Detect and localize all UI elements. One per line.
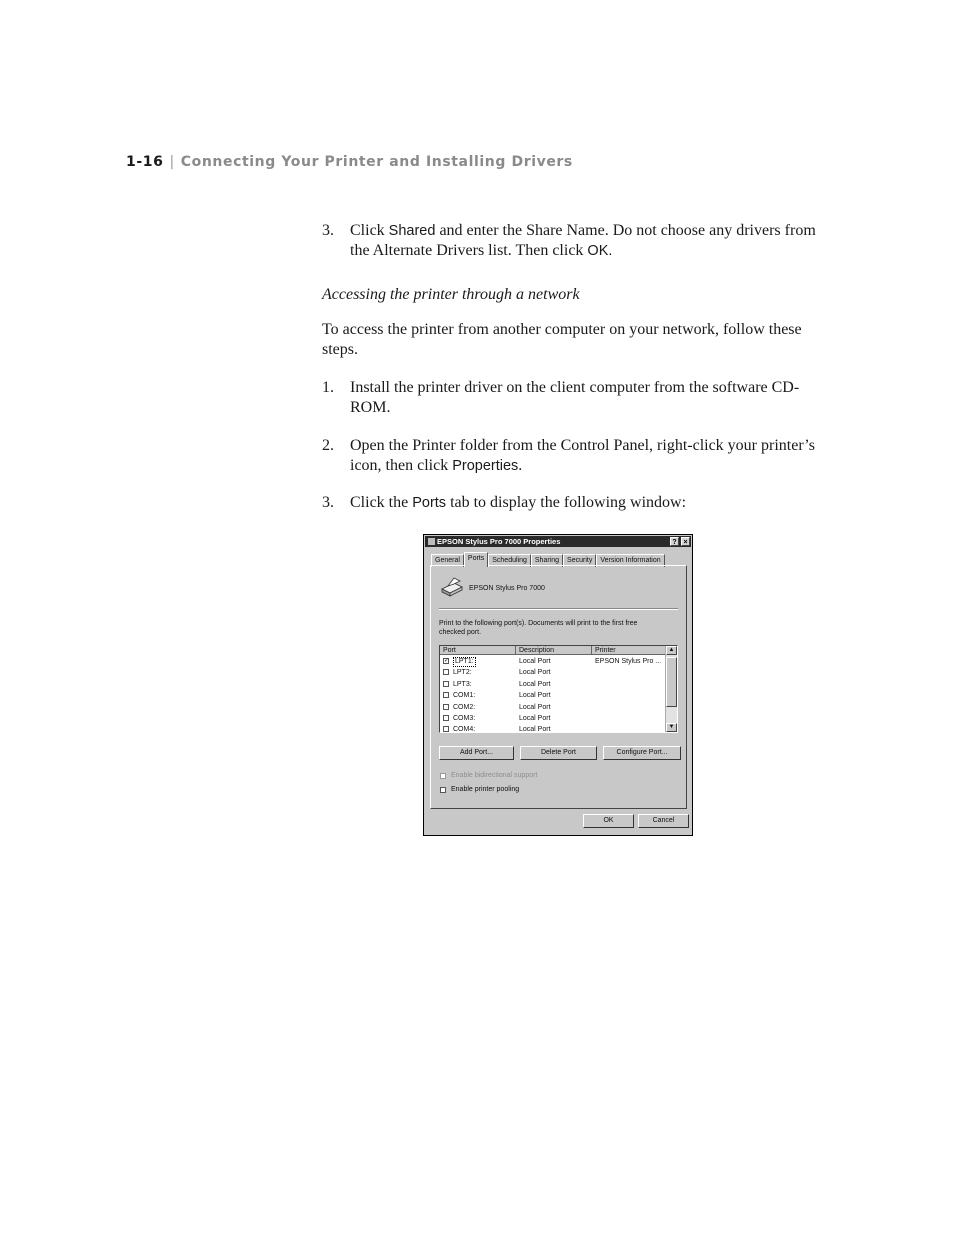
bidirectional-label: Enable bidirectional support (451, 772, 538, 779)
port-list-scrollbar[interactable] (665, 646, 677, 732)
port-row[interactable] (440, 702, 666, 713)
port-checkbox[interactable] (443, 692, 449, 698)
help-icon[interactable]: ? (670, 537, 679, 546)
ports-tab-panel (430, 565, 687, 809)
step-text-part: and enter the Share Name. Do not choose any drivers from the Alternate Drivers list. Then click (350, 222, 816, 259)
tab-ports[interactable]: Ports (464, 552, 488, 567)
step-share (322, 221, 832, 261)
port-name: COM1: (453, 692, 476, 700)
port-description: Local Port (519, 680, 551, 688)
header-separator: | (169, 154, 175, 170)
ok-button[interactable]: OK (583, 814, 634, 828)
cancel-button[interactable]: Cancel (638, 814, 689, 828)
port-description: Local Port (519, 658, 551, 665)
step-text-part: . (518, 457, 523, 474)
printer-small-icon (428, 538, 435, 545)
port-description: Local Port (519, 692, 551, 700)
step-text-part: Open the Printer folder from the Control Panel, right-click your printer’s icon, then click (350, 437, 815, 474)
step-text-part: tab to display the following window: (446, 494, 687, 511)
ui-term-ports: Ports (412, 495, 447, 511)
step-text (350, 493, 832, 513)
port-name: LPT2: (453, 669, 472, 677)
configure-port-button[interactable]: Configure Port... (603, 746, 681, 760)
port-name: COM4: (453, 726, 476, 733)
port-list[interactable] (439, 645, 678, 733)
section-subheading: Accessing the printer through a network (322, 286, 580, 303)
step-number: 3. (322, 494, 334, 511)
port-description: Local Port (519, 726, 551, 733)
port-instruction: Print to the following port(s). Documents will print to the first free checked port. (439, 620, 638, 636)
port-checkbox[interactable] (443, 669, 449, 675)
close-icon[interactable]: × (681, 537, 690, 546)
port-row[interactable] (440, 679, 666, 690)
port-checkbox[interactable] (443, 715, 449, 721)
port-row[interactable] (440, 724, 666, 733)
tab-general[interactable]: General (431, 554, 464, 567)
port-checkbox[interactable] (443, 726, 449, 732)
port-name: COM2: (453, 703, 476, 711)
divider (439, 608, 678, 610)
step-text: Install the printer driver on the client computer from the software CD-ROM. (350, 379, 800, 416)
tab-strip (431, 552, 665, 566)
port-checkbox[interactable] (443, 704, 449, 710)
port-row[interactable] (440, 667, 666, 678)
ui-term-shared: Shared (388, 223, 436, 239)
port-checkbox[interactable]: ✓ (444, 658, 450, 664)
step-text (350, 221, 832, 261)
delete-port-button[interactable]: Delete Port (520, 746, 597, 760)
step-number: 3. (322, 222, 334, 239)
port-name: LPT3: (453, 680, 472, 688)
chapter-title: Connecting Your Printer and Installing Drivers (180, 154, 573, 170)
column-header-port[interactable]: Port (440, 646, 516, 655)
ui-term-ok: OK. (587, 243, 613, 259)
scroll-down-icon[interactable]: ▼ (666, 723, 677, 732)
port-row[interactable] (440, 690, 666, 701)
page-number: 1-16 (126, 154, 164, 170)
pooling-checkbox[interactable] (440, 787, 446, 793)
step-3 (322, 493, 832, 513)
running-header (126, 154, 573, 170)
tab-sharing[interactable]: Sharing (531, 554, 563, 567)
step-text (350, 436, 832, 476)
tab-scheduling[interactable]: Scheduling (488, 554, 531, 567)
step-number: 2. (322, 437, 334, 454)
scroll-thumb[interactable] (666, 657, 677, 707)
tab-security[interactable]: Security (563, 554, 596, 567)
ui-term-properties: Properties (452, 458, 519, 474)
port-name: COM3: (453, 715, 476, 722)
printer-properties-dialog (423, 534, 693, 836)
column-header-description[interactable]: Description (516, 646, 592, 655)
step-number: 1. (322, 379, 334, 396)
port-row[interactable] (440, 713, 666, 724)
port-description: Local Port (519, 703, 551, 711)
port-checkbox[interactable] (443, 681, 449, 687)
printer-icon (440, 577, 464, 597)
step-text-part: Click the (350, 494, 413, 511)
intro-paragraph: To access the printer from another computer on your network, follow these steps. (322, 321, 802, 358)
step-2 (322, 436, 832, 476)
add-port-button[interactable]: Add Port... (439, 746, 514, 760)
scroll-up-icon[interactable]: ▲ (666, 646, 677, 655)
bidirectional-checkbox[interactable] (440, 773, 446, 779)
port-row[interactable] (440, 656, 666, 667)
column-header-printer[interactable]: Printer (592, 646, 667, 655)
port-description: Local Port (519, 669, 551, 677)
printer-name: EPSON Stylus Pro 7000 (469, 585, 545, 592)
step-1 (322, 378, 832, 418)
step-text-part: Click (350, 222, 389, 239)
port-name: LPT1: (455, 658, 474, 665)
pooling-label: Enable printer pooling (451, 786, 520, 793)
port-description: Local Port (519, 715, 551, 722)
dialog-title: EPSON Stylus Pro 7000 Properties (437, 537, 561, 546)
dialog-titlebar (425, 536, 691, 547)
port-printer: EPSON Stylus Pro ... (595, 658, 662, 665)
tab-version-information[interactable]: Version Information (596, 554, 664, 567)
